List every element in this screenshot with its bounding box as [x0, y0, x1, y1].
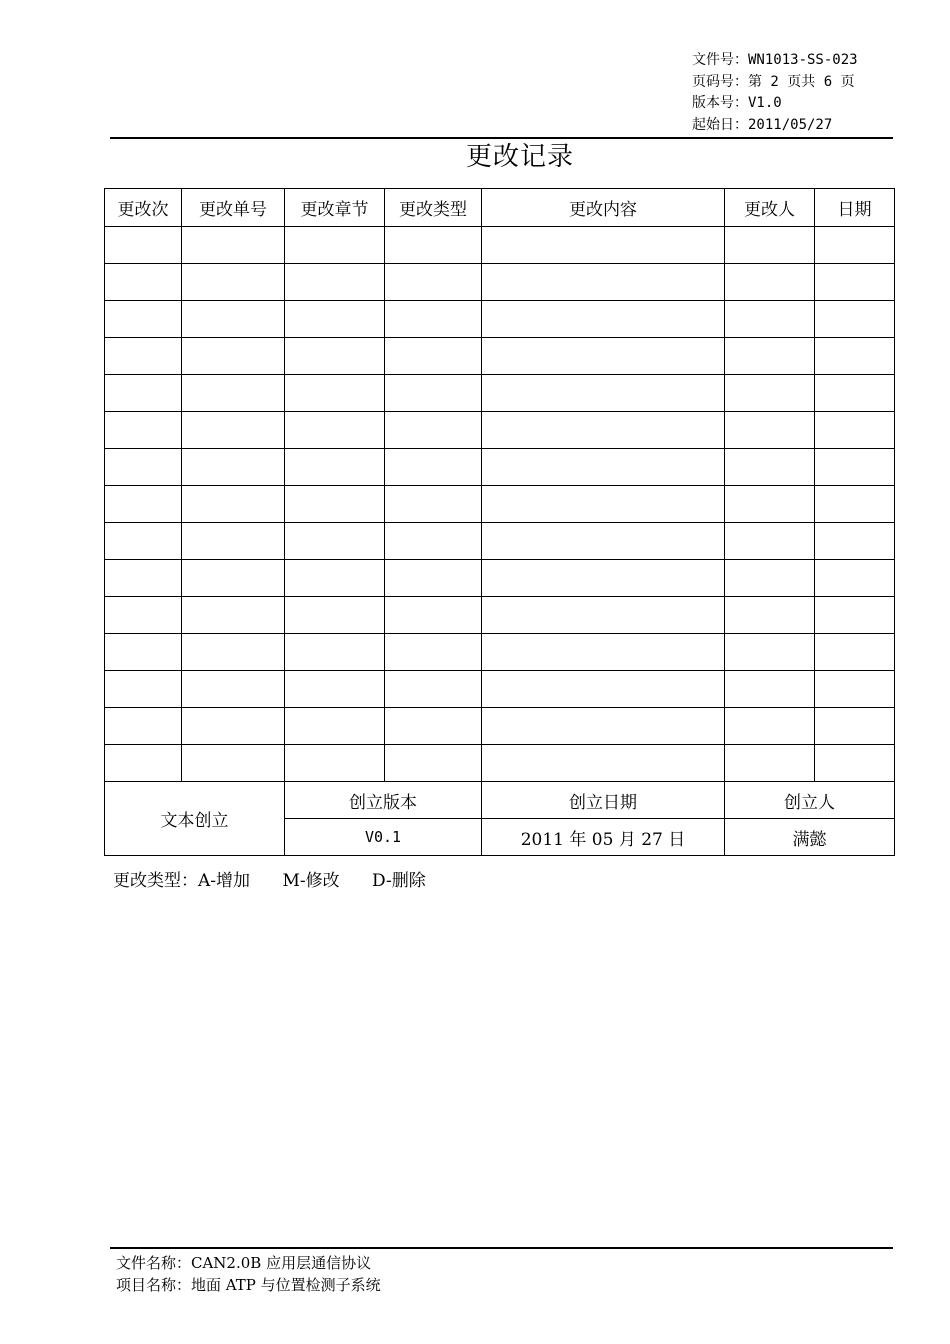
table-cell — [385, 449, 482, 486]
table-cell — [105, 301, 182, 338]
table-row — [105, 449, 895, 486]
table-cell — [482, 560, 725, 597]
table-cell — [105, 449, 182, 486]
table-cell — [815, 671, 895, 708]
table-cell — [725, 412, 815, 449]
table-cell — [815, 412, 895, 449]
table-cell — [385, 523, 482, 560]
creation-author: 满懿 — [725, 819, 895, 856]
table-cell — [385, 301, 482, 338]
table-cell — [815, 375, 895, 412]
table-cell — [815, 301, 895, 338]
creation-header: 创立版本 — [285, 782, 482, 819]
table-cell — [482, 449, 725, 486]
table-cell — [285, 375, 385, 412]
table-cell — [815, 708, 895, 745]
table-cell — [725, 264, 815, 301]
col-header: 更改人 — [725, 189, 815, 227]
change-type-note: 更改类型：A-增加 M-修改 D-删除 — [113, 871, 426, 891]
table-row — [105, 523, 895, 560]
table-cell — [725, 634, 815, 671]
table-cell — [105, 227, 182, 264]
creation-date: 2011 年 05 月 27 日 — [482, 819, 725, 856]
table-cell — [285, 634, 385, 671]
table-cell — [105, 708, 182, 745]
table-cell — [285, 671, 385, 708]
creation-version: V0.1 — [285, 819, 482, 856]
table-cell — [182, 449, 285, 486]
table-cell — [182, 338, 285, 375]
table-cell — [482, 523, 725, 560]
page-number: 页码号：第 2 页共 6 页 — [692, 73, 855, 90]
table-cell — [815, 449, 895, 486]
table-cell — [725, 523, 815, 560]
table-cell — [182, 264, 285, 301]
table-cell — [105, 264, 182, 301]
table-cell — [285, 301, 385, 338]
table-cell — [725, 708, 815, 745]
table-cell — [285, 449, 385, 486]
table-cell — [182, 745, 285, 782]
table-cell — [482, 227, 725, 264]
table-cell — [105, 486, 182, 523]
table-cell — [385, 264, 482, 301]
table-cell — [725, 745, 815, 782]
table-cell — [725, 375, 815, 412]
table-cell — [725, 560, 815, 597]
table-header-row — [105, 189, 895, 227]
creation-label: 文本创立 — [105, 782, 285, 856]
footer-divider — [110, 1247, 893, 1249]
table-cell — [725, 671, 815, 708]
table-cell — [482, 745, 725, 782]
table-cell — [285, 264, 385, 301]
table-cell — [285, 412, 385, 449]
creation-header-row — [105, 782, 895, 819]
table-cell — [725, 486, 815, 523]
table-cell — [815, 264, 895, 301]
table-cell — [182, 227, 285, 264]
table-cell — [725, 449, 815, 486]
table-cell — [285, 338, 385, 375]
table-cell — [182, 412, 285, 449]
table-cell — [105, 375, 182, 412]
table-cell — [385, 338, 482, 375]
table-cell — [725, 597, 815, 634]
table-cell — [385, 375, 482, 412]
table-cell — [725, 338, 815, 375]
project-name: 项目名称：地面 ATP 与位置检测子系统 — [116, 1276, 381, 1294]
table-cell — [105, 412, 182, 449]
table-cell — [815, 745, 895, 782]
col-header: 更改内容 — [482, 189, 725, 227]
table-cell — [815, 486, 895, 523]
table-cell — [385, 486, 482, 523]
creation-header: 创立人 — [725, 782, 895, 819]
doc-number: 文件号：WN1013-SS-023 — [692, 52, 858, 68]
page-footer — [116, 1252, 381, 1296]
table-cell — [182, 523, 285, 560]
file-name: 文件名称：CAN2.0B 应用层通信协议 — [116, 1254, 372, 1272]
table-cell — [482, 412, 725, 449]
table-cell — [182, 708, 285, 745]
table-row — [105, 560, 895, 597]
table-cell — [182, 634, 285, 671]
table-row — [105, 597, 895, 634]
table-row — [105, 227, 895, 264]
table-cell — [385, 597, 482, 634]
table-cell — [105, 634, 182, 671]
table-cell — [815, 227, 895, 264]
table-cell — [285, 597, 385, 634]
table-cell — [385, 227, 482, 264]
table-row — [105, 486, 895, 523]
table-row — [105, 412, 895, 449]
table-cell — [385, 412, 482, 449]
table-row — [105, 375, 895, 412]
table-cell — [105, 560, 182, 597]
table-cell — [482, 301, 725, 338]
table-cell — [385, 745, 482, 782]
table-cell — [482, 671, 725, 708]
table-cell — [182, 671, 285, 708]
table-cell — [105, 338, 182, 375]
table-cell — [815, 338, 895, 375]
table-cell — [285, 227, 385, 264]
change-log-table — [104, 188, 895, 856]
table-cell — [385, 634, 482, 671]
table-cell — [105, 597, 182, 634]
table-cell — [105, 745, 182, 782]
table-cell — [285, 560, 385, 597]
table-cell — [815, 523, 895, 560]
start-date: 起始日：2011/05/27 — [692, 116, 833, 133]
table-cell — [182, 597, 285, 634]
table-row — [105, 708, 895, 745]
table-cell — [182, 560, 285, 597]
col-header: 更改章节 — [285, 189, 385, 227]
version-number: 版本号：V1.0 — [692, 95, 782, 111]
page-title: 更改记录 — [465, 142, 574, 172]
table-cell — [482, 634, 725, 671]
table-cell — [182, 301, 285, 338]
table-cell — [482, 375, 725, 412]
col-header: 更改次 — [105, 189, 182, 227]
table-row — [105, 745, 895, 782]
table-row — [105, 264, 895, 301]
table-cell — [385, 671, 482, 708]
table-row — [105, 671, 895, 708]
table-cell — [725, 227, 815, 264]
document-meta — [692, 50, 858, 136]
table-cell — [182, 375, 285, 412]
table-row — [105, 634, 895, 671]
table-cell — [385, 708, 482, 745]
table-cell — [105, 523, 182, 560]
table-cell — [815, 560, 895, 597]
col-header: 更改单号 — [182, 189, 285, 227]
table-cell — [285, 486, 385, 523]
table-cell — [815, 634, 895, 671]
table-cell — [285, 708, 385, 745]
creation-header: 创立日期 — [482, 782, 725, 819]
table-cell — [385, 560, 482, 597]
col-header: 更改类型 — [385, 189, 482, 227]
table-row — [105, 338, 895, 375]
table-cell — [725, 301, 815, 338]
table-cell — [482, 597, 725, 634]
table-cell — [815, 597, 895, 634]
table-cell — [482, 338, 725, 375]
table-cell — [285, 523, 385, 560]
table-cell — [482, 708, 725, 745]
table-cell — [482, 264, 725, 301]
table-row — [105, 301, 895, 338]
col-header: 日期 — [815, 189, 895, 227]
table-cell — [285, 745, 385, 782]
table-cell — [105, 671, 182, 708]
table-cell — [182, 486, 285, 523]
table-cell — [482, 486, 725, 523]
